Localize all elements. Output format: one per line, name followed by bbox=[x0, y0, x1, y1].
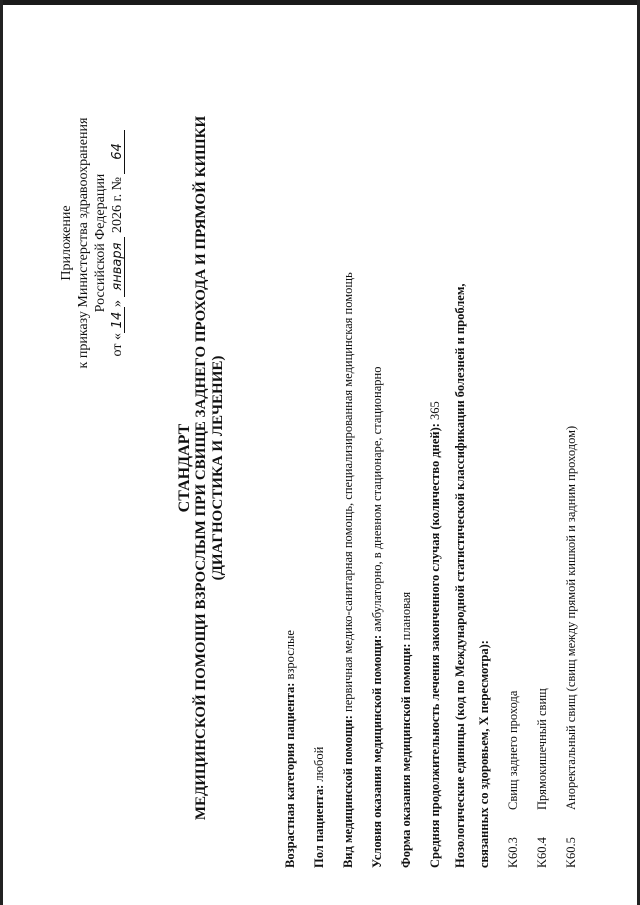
field-label: Условия оказания медицинской помощи: bbox=[370, 634, 384, 868]
title-main: МЕДИЦИНСКОЙ ПОМОЩИ ВЗРОСЛЫМ ПРИ СВИЩЕ ЗАДНЕГО ПРОХОДА И ПРЯМОЙ КИШКИ bbox=[193, 115, 209, 821]
icd-code-row bbox=[499, 48, 528, 868]
field-value: плановая bbox=[399, 591, 413, 644]
field-care-form bbox=[392, 48, 421, 868]
date-day-handwritten: 14 bbox=[111, 307, 125, 333]
icd-code: K60.4 bbox=[535, 837, 549, 868]
field-label: Возрастная категория пациента: bbox=[283, 682, 297, 868]
field-label: Средняя продолжительность лечения законченного случая (количество дней): bbox=[428, 423, 442, 868]
field-label: Форма оказания медицинской помощи: bbox=[399, 643, 413, 868]
date-prefix: от « bbox=[110, 333, 125, 357]
icd-code: K60.5 bbox=[564, 837, 578, 868]
document-page bbox=[8, 38, 608, 898]
document-body bbox=[276, 48, 586, 868]
field-treatment-duration bbox=[421, 48, 450, 868]
scan-edge-left bbox=[0, 0, 3, 905]
date-year: 2026 г. № bbox=[110, 177, 125, 234]
nosology-heading-line2: связанных со здоровьем, X пересмотра): bbox=[477, 640, 491, 868]
title-standard: СТАНДАРТ bbox=[176, 423, 193, 513]
field-age-category bbox=[276, 48, 305, 868]
nosology-heading-line1: Нозологические единицы (код по Международной статистической классификации болезней и проблем, bbox=[453, 283, 467, 868]
approval-block bbox=[58, 78, 126, 408]
icd-code-row bbox=[557, 48, 586, 868]
field-care-type bbox=[334, 48, 363, 868]
appendix-label: Приложение bbox=[59, 205, 74, 281]
document-title bbox=[176, 38, 227, 898]
field-label: Пол пациента: bbox=[312, 784, 326, 868]
date-month-handwritten: января bbox=[111, 237, 125, 297]
icd-code: K60.3 bbox=[506, 837, 520, 868]
field-value: амбулаторно, в дневном стационаре, стационарно bbox=[370, 366, 384, 635]
scan-edge-top bbox=[0, 0, 640, 5]
field-value: любой bbox=[312, 746, 326, 785]
order-ministry-line: к приказу Министерства здравоохранения bbox=[76, 117, 91, 369]
field-value: взрослые bbox=[283, 630, 297, 683]
icd-code-row bbox=[528, 48, 557, 868]
order-country-line: Российской Федерации bbox=[93, 173, 108, 313]
icd-name: Прямокишечный свищ bbox=[535, 688, 549, 810]
field-label: Вид медицинской помощи: bbox=[341, 715, 355, 868]
date-mid: » bbox=[110, 300, 125, 308]
order-number-handwritten: 64 bbox=[111, 130, 125, 174]
order-date-line bbox=[109, 78, 126, 408]
icd-name: Аноректальный свищ (свищ между прямой кишкой и задним проходом) bbox=[564, 425, 578, 810]
field-patient-sex bbox=[305, 48, 334, 868]
field-value: 365 bbox=[428, 401, 442, 424]
title-sub: (ДИАГНОСТИКА И ЛЕЧЕНИЕ) bbox=[210, 355, 226, 581]
field-care-conditions bbox=[363, 48, 392, 868]
icd-name: Свищ заднего прохода bbox=[506, 690, 520, 810]
field-value: первичная медико-санитарная помощь, специализированная медицинская помощь bbox=[341, 272, 355, 716]
